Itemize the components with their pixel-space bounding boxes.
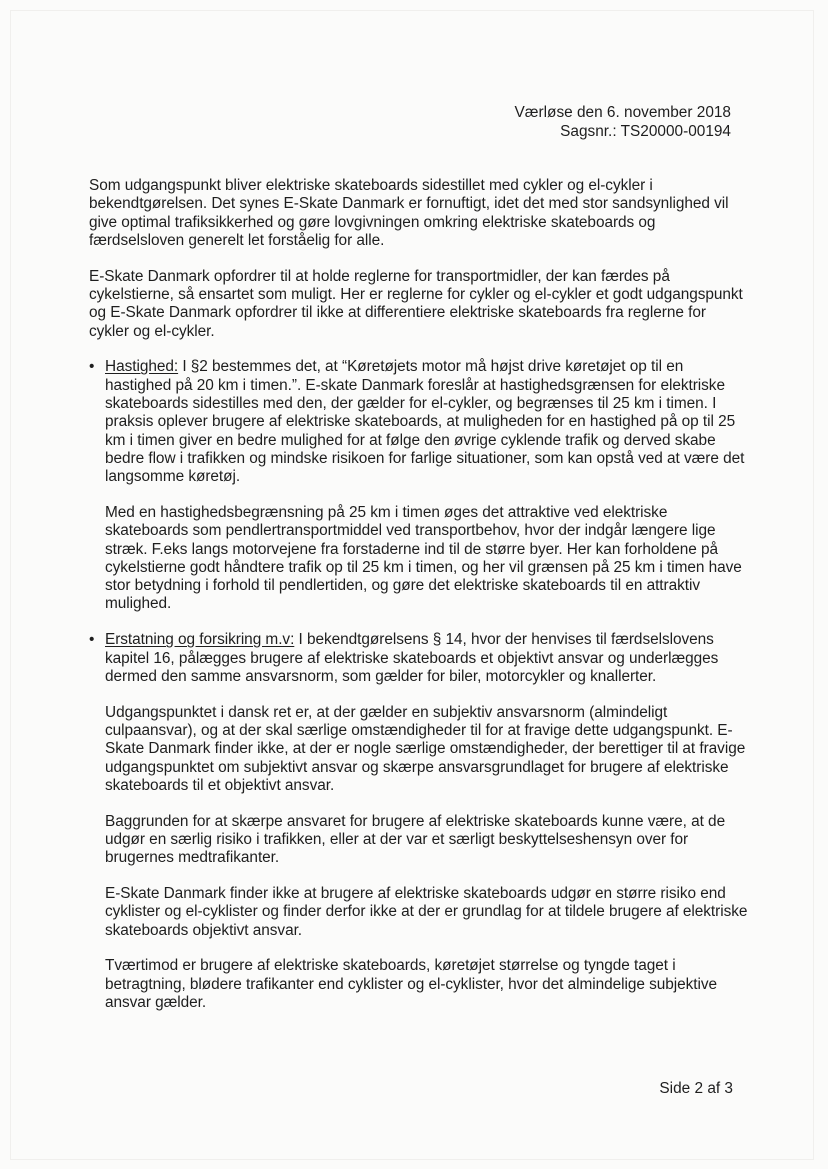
case-number: Sagsnr.: TS20000-00194 <box>560 123 731 140</box>
liability-text: I bekendtgørelsens § 14, hvor der henvises til færdselslovens kapitel 16, pålægges brugere af elektriske skateboards et objektivt ansvar og underlægges dermed den samme ansvarsnorm, som gælder for biler, motorcykler og knallerter. <box>105 631 719 685</box>
bullet-symbol: • <box>89 631 95 649</box>
page-number: Side 2 af 3 <box>659 1080 733 1097</box>
liability-paragraph-2: Udgangspunktet i dansk ret er, at der gælder en subjektiv ansvarsnorm (almindeligt culpaansvar), og at der skal særlige omstændigheder til for at fravige dette udgangspunkt. E-Skate Danmark finder ikke, at der er nogle særlige omstændigheder, der berettiger til at fravige udgangspunktet om subjektivt ansvar og skærpe ansvarsgrundlaget for brugere af elektriske skateboards til et objektivt ansvar. <box>105 703 746 794</box>
liability-heading: Erstatning og forsikring m.v: <box>105 631 295 649</box>
intro-paragraph-2: E-Skate Danmark opfordrer til at holde reglerne for transportmidler, der kan færdes på cykelstierne, så ensartet som muligt. Her er reglerne for cykler og el-cykler et godt udgangspunkt og E-Skate Danmark opfordrer til ikke at differentiere elektriske skateboards fra reglerne for cykler og el-cykler. <box>89 267 743 340</box>
speed-paragraph-1 <box>105 358 749 486</box>
bullet-liability <box>89 631 749 1012</box>
liability-paragraph-5: Tværtimod er brugere af elektriske skateboards, køretøjet størrelse og tyngde taget i betragtning, blødere trafikanter end cyklister og el-cyklister, hvor det almindelige subjektive ansvar gælder. <box>105 957 718 1011</box>
bullet-speed <box>89 358 749 613</box>
place-date: Værløse den 6. november 2018 <box>514 104 731 121</box>
letter-header <box>515 103 731 141</box>
speed-paragraph-2: Med en hastighedsbegrænsning på 25 km i timen øges det attraktive ved elektriske skateboards som pendlertransportmiddel ved transportbehov, hvor der indgår længere lige stræk. F.eks langs motorvejene fra forstaderne ind til de større byer. Her kan forholdene på cykelstierne godt håndtere trafik op til 25 km i timen, og her vil grænsen på 25 km i timen have stor betydning i forhold til pendlertiden, og gøre det elektriske skateboards til en attraktiv mulighed. <box>105 503 742 613</box>
liability-paragraph-4: E-Skate Danmark finder ikke at brugere af elektriske skateboards udgør en større risiko end cyklister og el-cyklister og finder derfor ikke at der er grundlag for at tildele brugere af elektriske skateboards objektivt ansvar. <box>105 885 748 939</box>
liability-paragraph-3: Baggrunden for at skærpe ansvaret for brugere af elektriske skateboards kunne være, at de udgør en særlig risiko i trafikken, eller at der var et særligt beskyttelseshensyn over for brugernes medtrafikanter. <box>105 812 726 867</box>
speed-heading: Hastighed: <box>105 358 179 376</box>
liability-paragraph-1 <box>105 631 749 686</box>
speed-text: I §2 bestemmes det, at “Køretøjets motor må højst drive køretøjet op til en hastighed på 20 km i timen.”. E-skate Danmark foreslår at hastighedsgrænsen for elektriske skateboards sidestilles med den, der gælder for el-cykler, og begrænses til 25 km i timen. I praksis oplever brugere af elektriske skateboards, at muligheden for en hastighed på op til 25 km i timen giver en bedre mulighed for at følge den øvrige cyklende trafik og derved skabe bedre flow i trafikken og mindske risikoen for farlige situationer, som kan opstå ved at være det langsomme køretøj. <box>105 358 745 486</box>
letter-body <box>89 177 749 1030</box>
intro-paragraph-1: Som udgangspunkt bliver elektriske skateboards sidestillet med cykler og el-cykler i bekendtgørelsen. Det synes E-Skate Danmark er fornuftigt, idet det med stor sandsynlighed vil give optimal trafiksikkerhed og gøre lovgivningen omkring elektriske skateboards og færdselsloven generelt let forståelig for alle. <box>89 177 729 249</box>
bullet-symbol: • <box>89 358 95 376</box>
